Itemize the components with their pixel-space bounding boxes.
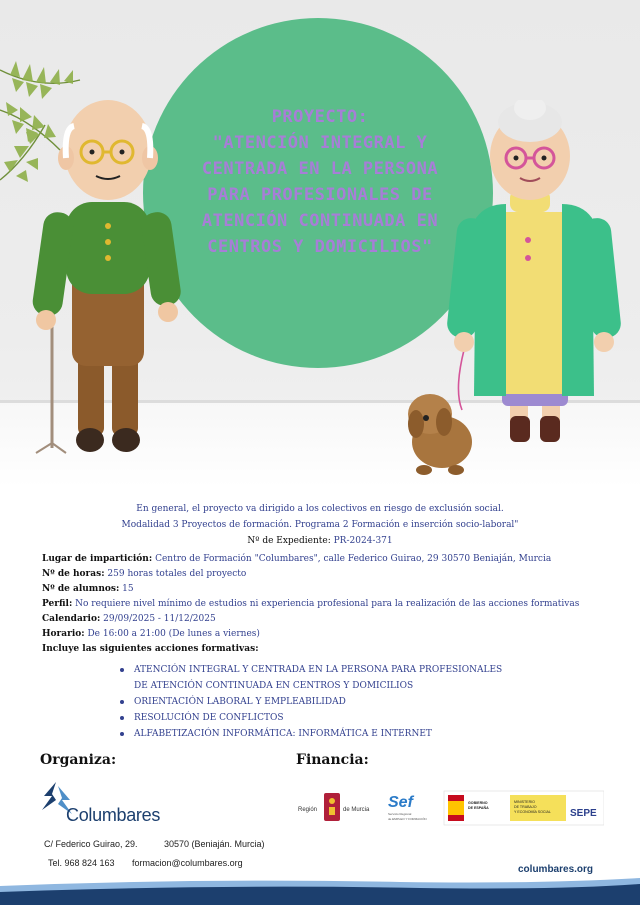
bullet-icon xyxy=(120,700,124,704)
detail-value: No requiere nivel mínimo de estudios ni experiencia profesional para la realización de las acciones formativas xyxy=(75,599,580,609)
action-text: ALFABETIZACIÓN INFORMÁTICA: INFORMÁTICA E INTERNET xyxy=(134,729,432,739)
detail-row-horario xyxy=(42,628,260,640)
title-line: CENTROS Y DOMICILIOS" xyxy=(207,237,433,257)
list-item xyxy=(118,710,502,726)
gobierno-1: GOBIERNO xyxy=(468,801,488,805)
expediente xyxy=(0,535,640,547)
bullet-icon xyxy=(120,716,124,720)
organiza-heading: Organiza: xyxy=(40,752,117,768)
title-line: "ATENCIÓN INTEGRAL Y xyxy=(212,133,428,153)
phone: Tel. 968 824 163 xyxy=(48,858,115,868)
project-title xyxy=(150,104,490,260)
gobierno-2: DE ESPAÑA xyxy=(468,806,489,810)
detail-value: 29/09/2025 - 11/12/2025 xyxy=(103,614,216,624)
columbares-logo-text: Columbares xyxy=(66,805,161,825)
title-line: ATENCIÓN CONTINUADA EN xyxy=(201,211,439,231)
list-item xyxy=(118,662,502,694)
detail-label: Incluye las siguientes acciones formativas: xyxy=(42,644,259,654)
detail-value: 259 horas totales del proyecto xyxy=(107,569,247,579)
sef-sub-2: de EMPLEO Y FORMACIÓN xyxy=(388,817,427,821)
old-man-illustration xyxy=(26,98,186,458)
detail-row-lugar xyxy=(42,553,551,565)
actions-list xyxy=(118,662,502,742)
address-street: C/ Federico Guirao, 29. xyxy=(44,839,138,849)
bullet-icon xyxy=(120,732,124,736)
detail-row-alumnos xyxy=(42,583,134,595)
list-item xyxy=(118,726,502,742)
action-text: ATENCIÓN INTEGRAL Y CENTRADA EN LA PERSONA PARA PROFESIONALES xyxy=(134,665,503,675)
list-item xyxy=(118,694,502,710)
sepe-logo-text: SEPE xyxy=(570,808,597,819)
dog-illustration xyxy=(400,384,480,476)
sef-sub-1: Servicio Regional xyxy=(388,812,412,816)
detail-label: Nº de alumnos: xyxy=(42,584,120,594)
ministerio-1: MINISTERIO xyxy=(514,800,535,804)
title-line: CENTRADA EN LA PERSONA xyxy=(201,159,439,179)
expediente-value: PR-2024-371 xyxy=(333,536,393,546)
intro-line-2: Modalidad 3 Proyectos de formación. Programa 2 Formación e inserción socio-laboral" xyxy=(121,520,519,530)
bullet-icon xyxy=(120,668,124,672)
ministerio-3: Y ECONOMÍA SOCIAL xyxy=(514,810,551,814)
funding-logos xyxy=(296,787,604,831)
detail-value: Centro de Formación "Columbares", calle Federico Guirao, 29 30570 Beniaján, Murcia xyxy=(155,554,552,564)
website-link[interactable]: columbares.org xyxy=(518,864,594,875)
expediente-label: Nº de Expediente: xyxy=(247,536,331,546)
detail-value: De 16:00 a 21:00 (De lunes a viernes) xyxy=(87,629,260,639)
action-text-cont: DE ATENCIÓN CONTINUADA EN CENTROS Y DOMICILIOS xyxy=(134,681,414,691)
sef-logo-text: Sef xyxy=(388,794,413,811)
financia-heading: Financia: xyxy=(296,752,369,768)
detail-row-calendario xyxy=(42,613,216,625)
detail-value: 15 xyxy=(122,584,134,594)
address-city: 30570 (Beniaján. Murcia) xyxy=(164,839,265,849)
detail-label: Perfil: xyxy=(42,599,73,609)
title-line: PARA PROFESIONALES DE xyxy=(207,185,433,205)
ministerio-2: DE TRABAJO xyxy=(514,805,537,809)
detail-label: Lugar de impartición: xyxy=(42,554,153,564)
detail-row-horas xyxy=(42,568,246,580)
detail-label: Calendario: xyxy=(42,614,101,624)
region-text-1: Región xyxy=(298,807,318,813)
title-line: PROYECTO: xyxy=(271,107,369,127)
detail-row-acciones xyxy=(42,643,259,655)
action-text: RESOLUCIÓN DE CONFLICTOS xyxy=(134,713,284,723)
detail-label: Horario: xyxy=(42,629,85,639)
email-link[interactable]: formacion@columbares.org xyxy=(132,858,243,868)
detail-label: Nº de horas: xyxy=(42,569,105,579)
action-text: ORIENTACIÓN LABORAL Y EMPLEABILIDAD xyxy=(134,697,346,707)
footer-wave xyxy=(0,872,640,905)
intro-line-1: En general, el proyecto va dirigido a los colectivos en riesgo de exclusión social. xyxy=(136,504,504,514)
region-text-2: de Murcia xyxy=(343,807,370,813)
detail-row-perfil xyxy=(42,598,579,610)
